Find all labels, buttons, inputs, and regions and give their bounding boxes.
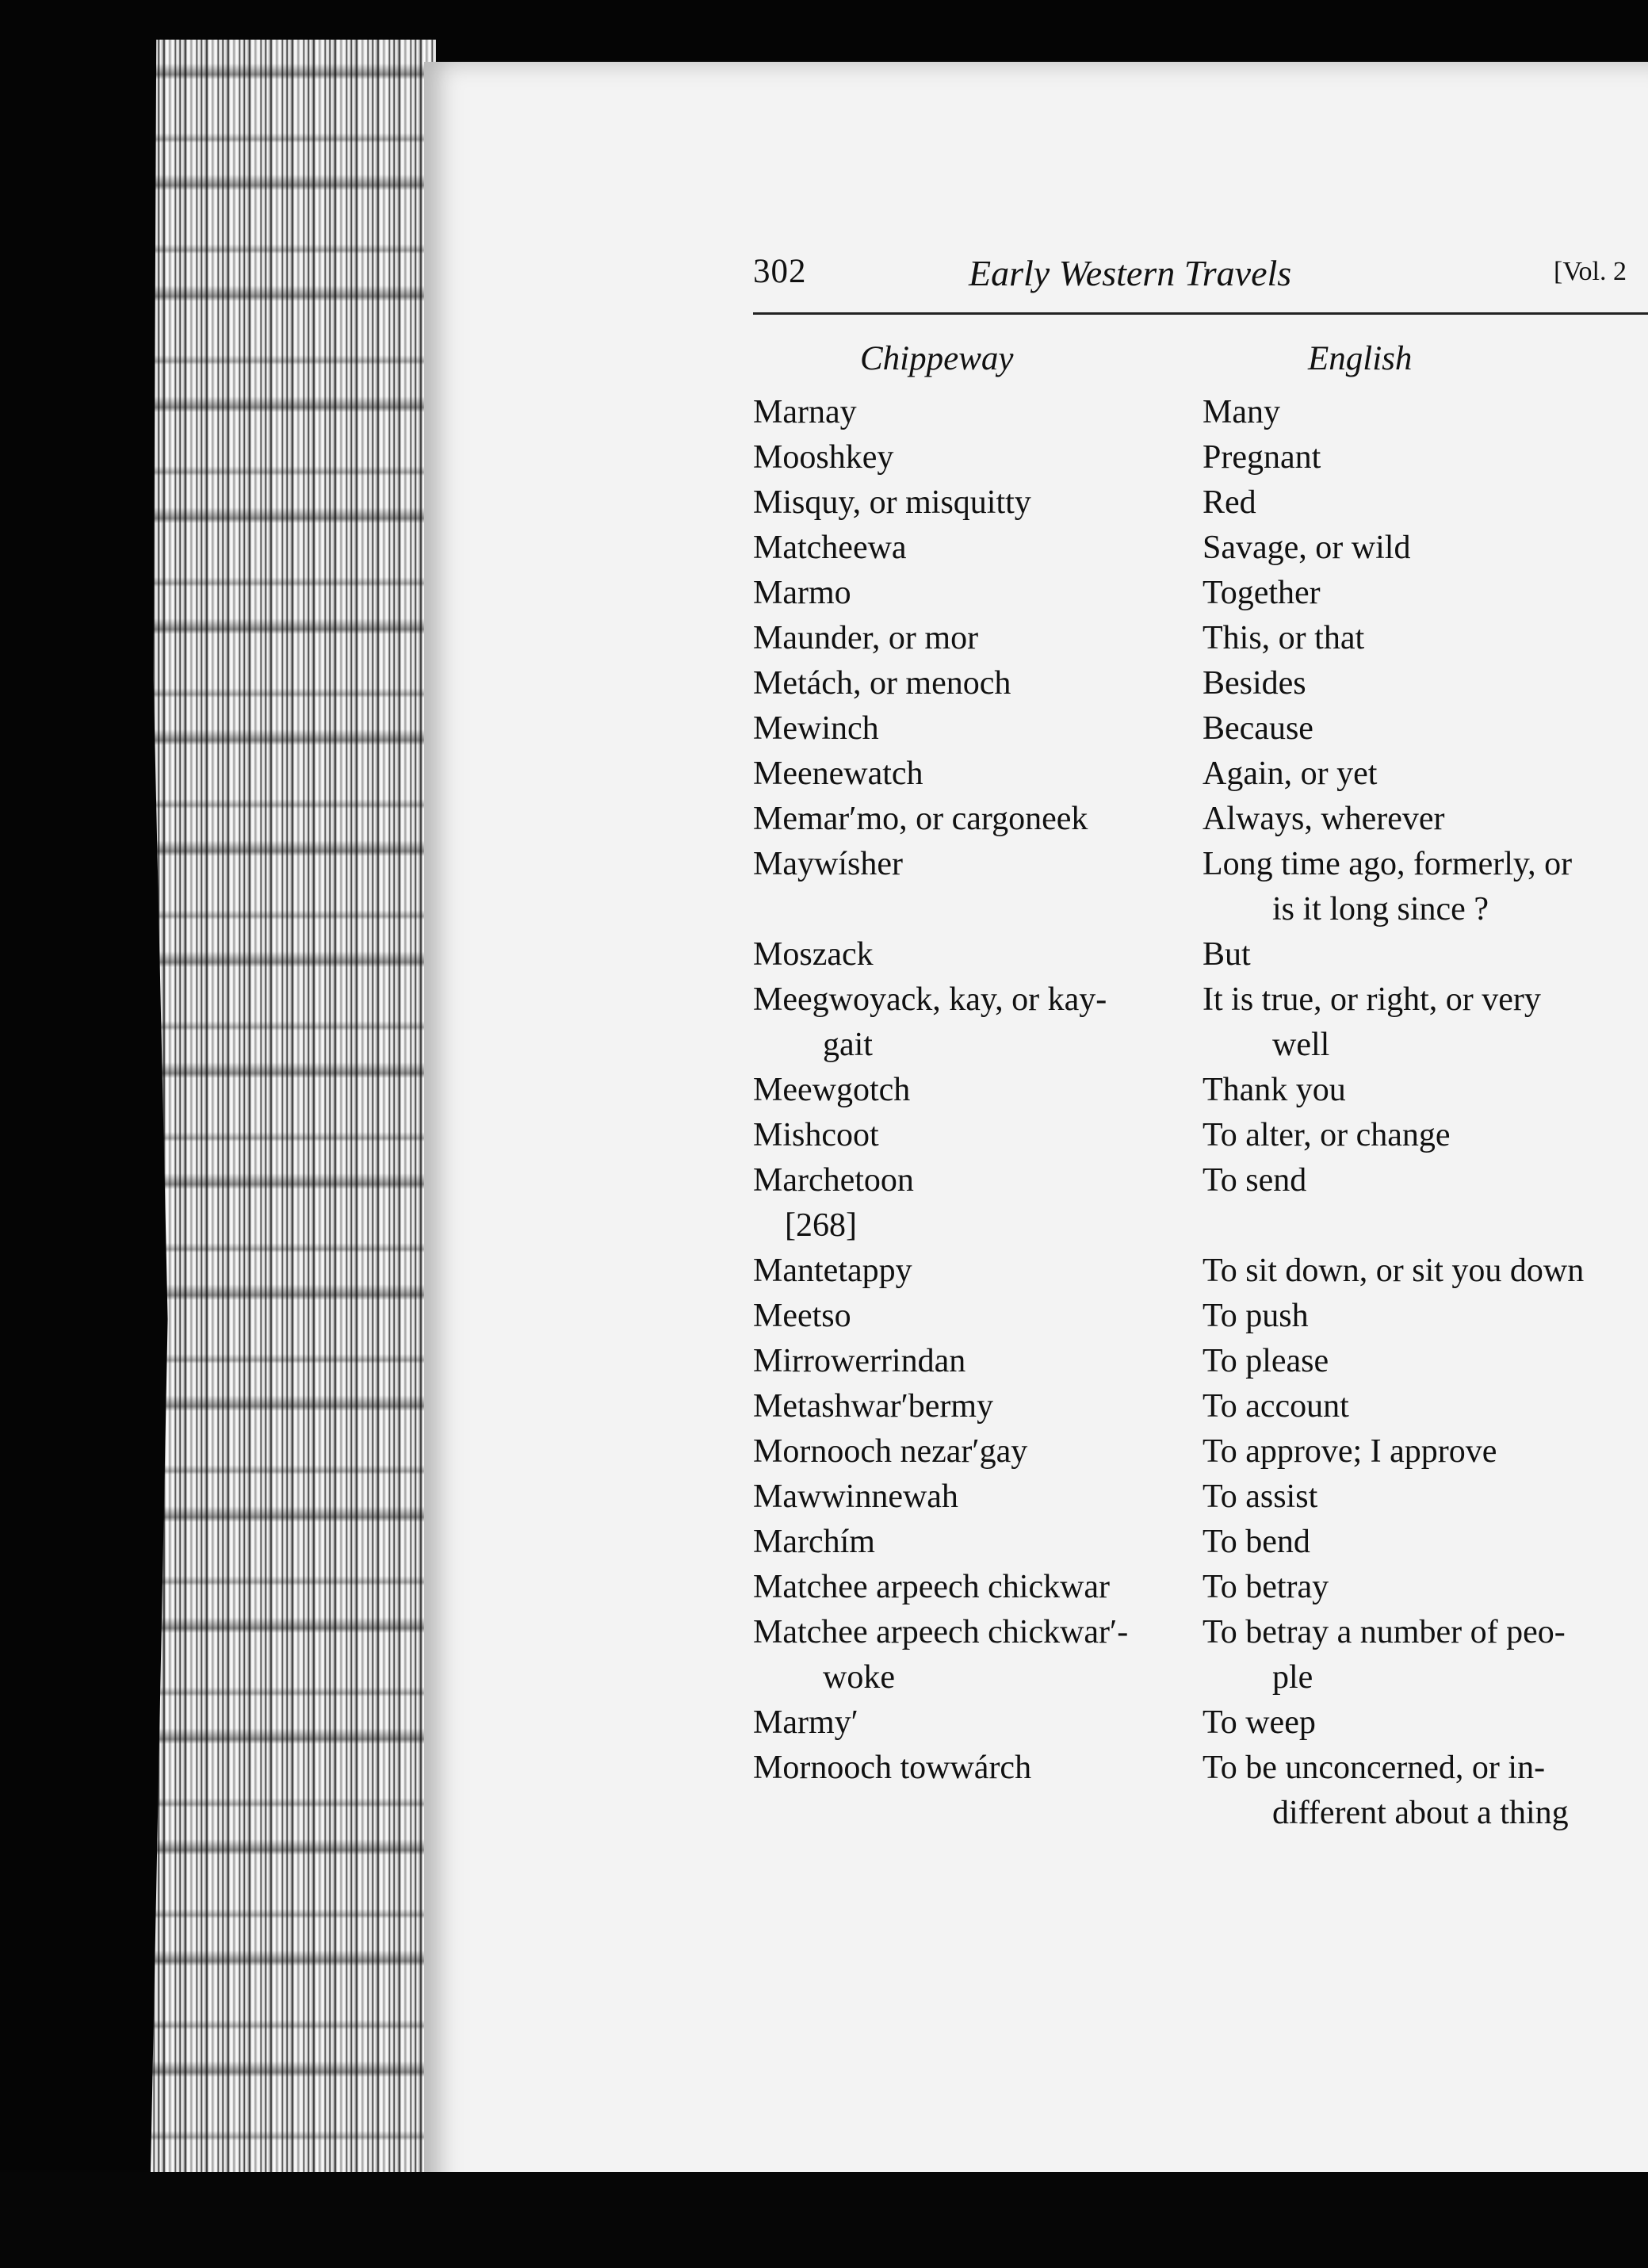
chippeway-term xyxy=(753,1158,1197,1249)
glossary-row xyxy=(753,1610,1648,1700)
page-number: 302 xyxy=(753,253,807,290)
column-heading-english: English xyxy=(1308,340,1413,377)
english-meaning xyxy=(1203,977,1648,1068)
chippeway-term xyxy=(753,435,1197,480)
chippeway-term xyxy=(753,1113,1197,1158)
glossary-row xyxy=(753,1158,1648,1249)
chippeway-term-line: Marmy′ xyxy=(753,1704,858,1741)
glossary-row xyxy=(753,1068,1648,1113)
english-meaning xyxy=(1203,616,1648,661)
chippeway-term-line: Mirrowerrindan xyxy=(753,1343,966,1379)
chippeway-term-line: Maunder, or mor xyxy=(753,620,979,656)
glossary-row xyxy=(753,797,1648,842)
chippeway-term-line: Metashwar′bermy xyxy=(753,1388,994,1425)
glossary-row xyxy=(753,1294,1648,1339)
chippeway-term xyxy=(753,1068,1197,1113)
english-meaning xyxy=(1203,842,1648,932)
glossary-row xyxy=(753,1520,1648,1565)
chippeway-term-line: Meenewatch xyxy=(753,755,923,792)
english-meaning-line: To sit down, or sit you down xyxy=(1203,1253,1585,1289)
english-meaning-line: Pregnant xyxy=(1203,439,1321,476)
glossary-row xyxy=(753,977,1648,1068)
chippeway-term xyxy=(753,1339,1197,1384)
english-meaning xyxy=(1203,752,1648,797)
english-meaning-line: Savage, or wild xyxy=(1203,530,1411,566)
glossary-row xyxy=(753,1565,1648,1610)
chippeway-term-line: Misquy, or misquitty xyxy=(753,484,1031,521)
english-meaning xyxy=(1203,1565,1648,1610)
english-meaning-line: Red xyxy=(1203,484,1256,521)
chippeway-term-line: Mawwinnewah xyxy=(753,1478,958,1515)
bottom-shadow xyxy=(0,2172,1648,2268)
chippeway-term-line: Meegwoyack, kay, or kay- xyxy=(753,981,1107,1018)
chippeway-term xyxy=(753,797,1197,842)
running-head xyxy=(753,252,1648,300)
english-meaning-line: It is true, or right, or very xyxy=(1203,981,1541,1018)
english-meaning-line: Again, or yet xyxy=(1203,755,1378,792)
chippeway-term xyxy=(753,526,1197,571)
english-meaning-continuation: is it long since ? xyxy=(1272,891,1489,927)
chippeway-term-line: Meetso xyxy=(753,1298,851,1334)
chippeway-term-continuation: [268] xyxy=(785,1207,857,1244)
glossary-row xyxy=(753,1249,1648,1294)
chippeway-term xyxy=(753,1565,1197,1610)
english-meaning xyxy=(1203,1294,1648,1339)
chippeway-term xyxy=(753,661,1197,706)
english-meaning xyxy=(1203,661,1648,706)
chippeway-term-continuation: gait xyxy=(823,1027,873,1063)
english-meaning-line: To approve; I approve xyxy=(1203,1433,1497,1470)
english-meaning xyxy=(1203,1610,1648,1700)
chippeway-term xyxy=(753,1294,1197,1339)
column-heading-chippeway: Chippeway xyxy=(860,340,1014,377)
english-meaning xyxy=(1203,1474,1648,1520)
english-meaning xyxy=(1203,1068,1648,1113)
chippeway-term-line: Maywísher xyxy=(753,846,903,882)
chippeway-term xyxy=(753,1700,1197,1746)
chippeway-term xyxy=(753,616,1197,661)
english-meaning-line: To bend xyxy=(1203,1524,1310,1560)
glossary-row xyxy=(753,706,1648,752)
english-meaning-line: Because xyxy=(1203,710,1313,747)
glossary-row xyxy=(753,390,1648,435)
english-meaning xyxy=(1203,1339,1648,1384)
english-meaning-line: To alter, or change xyxy=(1203,1117,1451,1153)
chippeway-term xyxy=(753,390,1197,435)
english-meaning xyxy=(1203,480,1648,526)
chippeway-term xyxy=(753,1474,1197,1520)
glossary-row xyxy=(753,1384,1648,1429)
chippeway-term xyxy=(753,706,1197,752)
chippeway-term-line: Marchím xyxy=(753,1524,875,1560)
english-meaning-line: To weep xyxy=(1203,1704,1316,1741)
english-meaning-line: To send xyxy=(1203,1162,1307,1199)
english-meaning-line: To be unconcerned, or in- xyxy=(1203,1750,1546,1786)
chippeway-term xyxy=(753,977,1197,1068)
english-meaning xyxy=(1203,390,1648,435)
english-meaning-line: To betray xyxy=(1203,1569,1329,1605)
glossary-row xyxy=(753,752,1648,797)
chippeway-term-line: Metách, or menoch xyxy=(753,665,1011,702)
english-meaning-line: This, or that xyxy=(1203,620,1365,656)
glossary-row xyxy=(753,842,1648,932)
english-meaning-line: Together xyxy=(1203,575,1321,611)
english-meaning xyxy=(1203,1113,1648,1158)
chippeway-term-line: Mewinch xyxy=(753,710,879,747)
english-meaning xyxy=(1203,706,1648,752)
chippeway-term xyxy=(753,1249,1197,1294)
glossary-row xyxy=(753,1700,1648,1746)
chippeway-term-line: Moszack xyxy=(753,936,874,973)
chippeway-term-line: Memar′mo, or cargoneek xyxy=(753,801,1088,837)
volume-label: [Vol. 2 xyxy=(1554,257,1627,286)
english-meaning-line: To please xyxy=(1203,1343,1329,1379)
chippeway-term-line: Marchetoon xyxy=(753,1162,914,1199)
chippeway-term xyxy=(753,1746,1197,1791)
glossary-row xyxy=(753,661,1648,706)
english-meaning xyxy=(1203,1249,1648,1294)
english-meaning-line: To push xyxy=(1203,1298,1309,1334)
glossary-row xyxy=(753,616,1648,661)
english-meaning-line: Thank you xyxy=(1203,1072,1346,1108)
chippeway-term-line: Marmo xyxy=(753,575,851,611)
chippeway-term xyxy=(753,932,1197,977)
chippeway-term-line: Mishcoot xyxy=(753,1117,879,1153)
chippeway-term xyxy=(753,1429,1197,1474)
english-meaning-line: Many xyxy=(1203,394,1280,430)
chippeway-term-line: Meewgotch xyxy=(753,1072,911,1108)
chippeway-term xyxy=(753,1610,1197,1700)
english-meaning-line: Besides xyxy=(1203,665,1306,702)
english-meaning xyxy=(1203,1158,1648,1203)
english-meaning xyxy=(1203,571,1648,616)
glossary-row xyxy=(753,1339,1648,1384)
chippeway-term xyxy=(753,480,1197,526)
glossary-row xyxy=(753,480,1648,526)
glossary-list xyxy=(753,390,1648,1836)
header-rule xyxy=(753,312,1648,315)
chippeway-term-line: Mornooch towwárch xyxy=(753,1750,1032,1786)
chippeway-term xyxy=(753,842,1197,887)
glossary-row xyxy=(753,1113,1648,1158)
english-meaning xyxy=(1203,435,1648,480)
english-meaning xyxy=(1203,1700,1648,1746)
glossary-row xyxy=(753,526,1648,571)
chippeway-term-line: Matcheewa xyxy=(753,530,907,566)
chippeway-term xyxy=(753,571,1197,616)
english-meaning-continuation: different about a thing xyxy=(1272,1795,1569,1831)
english-meaning xyxy=(1203,1429,1648,1474)
chippeway-term-continuation: woke xyxy=(823,1659,895,1696)
english-meaning-line: To account xyxy=(1203,1388,1349,1425)
chippeway-term-line: Marnay xyxy=(753,394,857,430)
english-meaning xyxy=(1203,932,1648,977)
glossary-row xyxy=(753,932,1648,977)
chippeway-term-line: Matchee arpeech chickwar xyxy=(753,1569,1111,1605)
english-meaning-line: Long time ago, formerly, or xyxy=(1203,846,1573,882)
book-fore-edge xyxy=(151,40,436,2172)
english-meaning-line: To betray a number of peo- xyxy=(1203,1614,1566,1650)
chippeway-term-line: Matchee arpeech chickwar′- xyxy=(753,1614,1129,1650)
english-meaning xyxy=(1203,526,1648,571)
english-meaning-line: To assist xyxy=(1203,1478,1318,1515)
glossary-row xyxy=(753,571,1648,616)
english-meaning xyxy=(1203,1520,1648,1565)
running-title: Early Western Travels xyxy=(969,253,1292,293)
english-meaning-continuation: ple xyxy=(1272,1659,1313,1696)
glossary-row xyxy=(753,435,1648,480)
english-meaning xyxy=(1203,1384,1648,1429)
english-meaning-line: But xyxy=(1203,936,1251,973)
chippeway-term xyxy=(753,752,1197,797)
english-meaning-continuation: well xyxy=(1272,1027,1330,1063)
chippeway-term-line: Mornooch nezar′gay xyxy=(753,1433,1028,1470)
english-meaning xyxy=(1203,1746,1648,1836)
chippeway-term xyxy=(753,1384,1197,1429)
glossary-row xyxy=(753,1429,1648,1474)
glossary-row xyxy=(753,1746,1648,1836)
english-meaning xyxy=(1203,797,1648,842)
chippeway-term-line: Mooshkey xyxy=(753,439,894,476)
chippeway-term-line: Mantetappy xyxy=(753,1253,912,1289)
chippeway-term xyxy=(753,1520,1197,1565)
english-meaning-line: Always, wherever xyxy=(1203,801,1445,837)
glossary-row xyxy=(753,1474,1648,1520)
